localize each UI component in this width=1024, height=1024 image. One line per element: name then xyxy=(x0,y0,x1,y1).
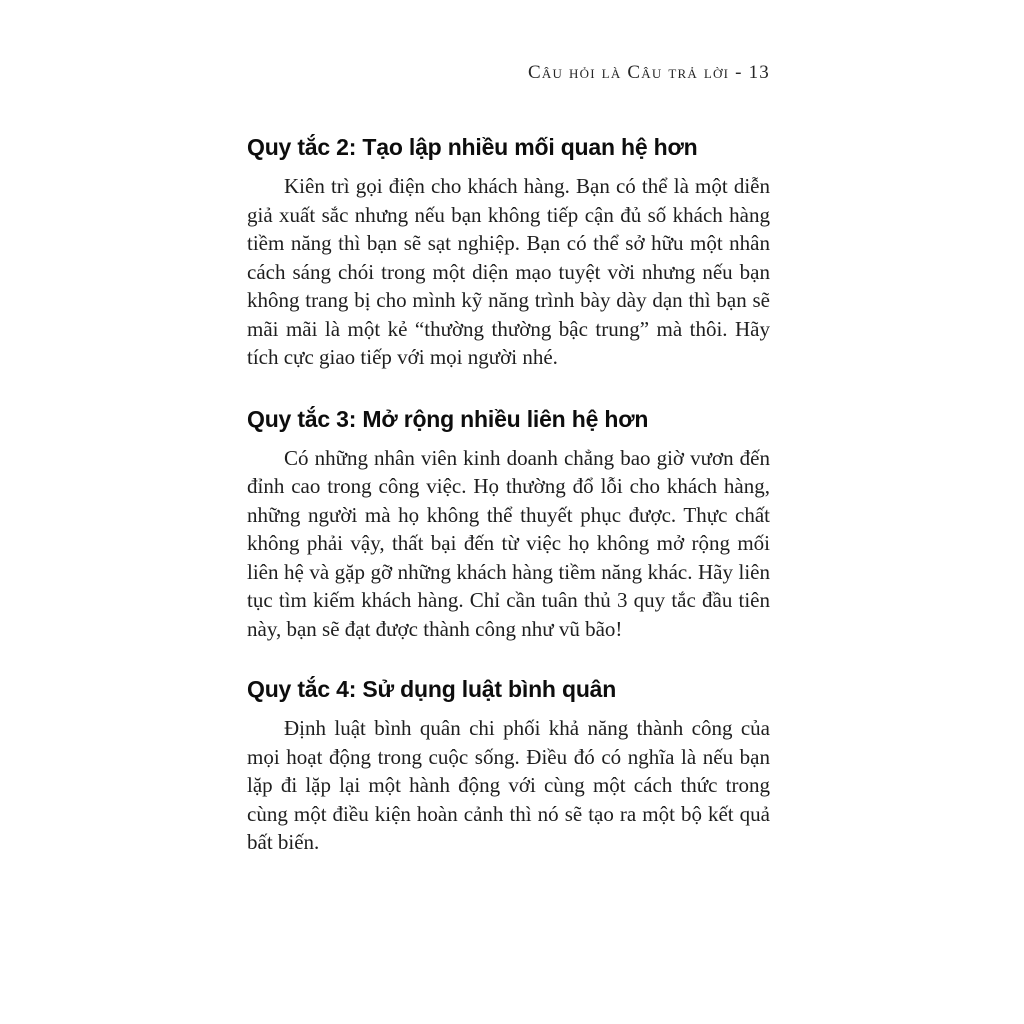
section-rule-4 xyxy=(247,674,770,857)
text-column xyxy=(247,60,770,857)
section-heading-rule-2: Quy tắc 2: Tạo lập nhiều mối quan hệ hơn xyxy=(247,134,698,160)
section-body-rule-2: Kiên trì gọi điện cho khách hàng. Bạn có thể là một diễn giả xuất sắc nhưng nếu bạn không tiếp cận đủ số khách hàng tiềm năng thì bạn sẽ sạt nghiệp. Bạn có thể sở hữu một nhân cách sáng chói trong một diện mạo tuyệt vời nhưng nếu bạn không trang bị cho mình kỹ năng trình bày dày dạn thì bạn sẽ mãi mãi là một kẻ “thường thường bậc trung” mà thôi. Hãy tích cực giao tiếp với mọi người nhé. xyxy=(247,174,770,369)
section-rule-3 xyxy=(247,404,770,644)
section-body-rule-4: Định luật bình quân chi phối khả năng thành công của mọi hoạt động trong cuộc sống. Điều đó có nghĩa là nếu bạn lặp đi lặp lại một hành động với cùng một cách thức trong cùng một điều kiện hoàn cảnh thì nó sẽ tạo ra một bộ kết quả bất biến. xyxy=(247,716,770,854)
section-rule-2 xyxy=(247,132,770,372)
section-body-rule-3: Có những nhân viên kinh doanh chẳng bao giờ vươn đến đỉnh cao trong công việc. Họ thường đổ lỗi cho khách hàng, những người mà họ không thể thuyết phục được. Thực chất không phải vậy, thất bại đến từ việc họ không mở rộng mối liên hệ và gặp gỡ những khách hàng tiềm năng khác. Hãy liên tục tìm kiếm khách hàng. Chỉ cần tuân thủ 3 quy tắc đầu tiên này, bạn sẽ đạt được thành công như vũ bão! xyxy=(247,445,770,641)
section-heading-rule-4: Quy tắc 4: Sử dụng luật bình quân xyxy=(247,676,617,702)
section-heading-rule-3: Quy tắc 3: Mở rộng nhiều liên hệ hơn xyxy=(247,405,649,432)
running-header: Câu hỏi là Câu trả lời - 13 xyxy=(528,62,770,83)
